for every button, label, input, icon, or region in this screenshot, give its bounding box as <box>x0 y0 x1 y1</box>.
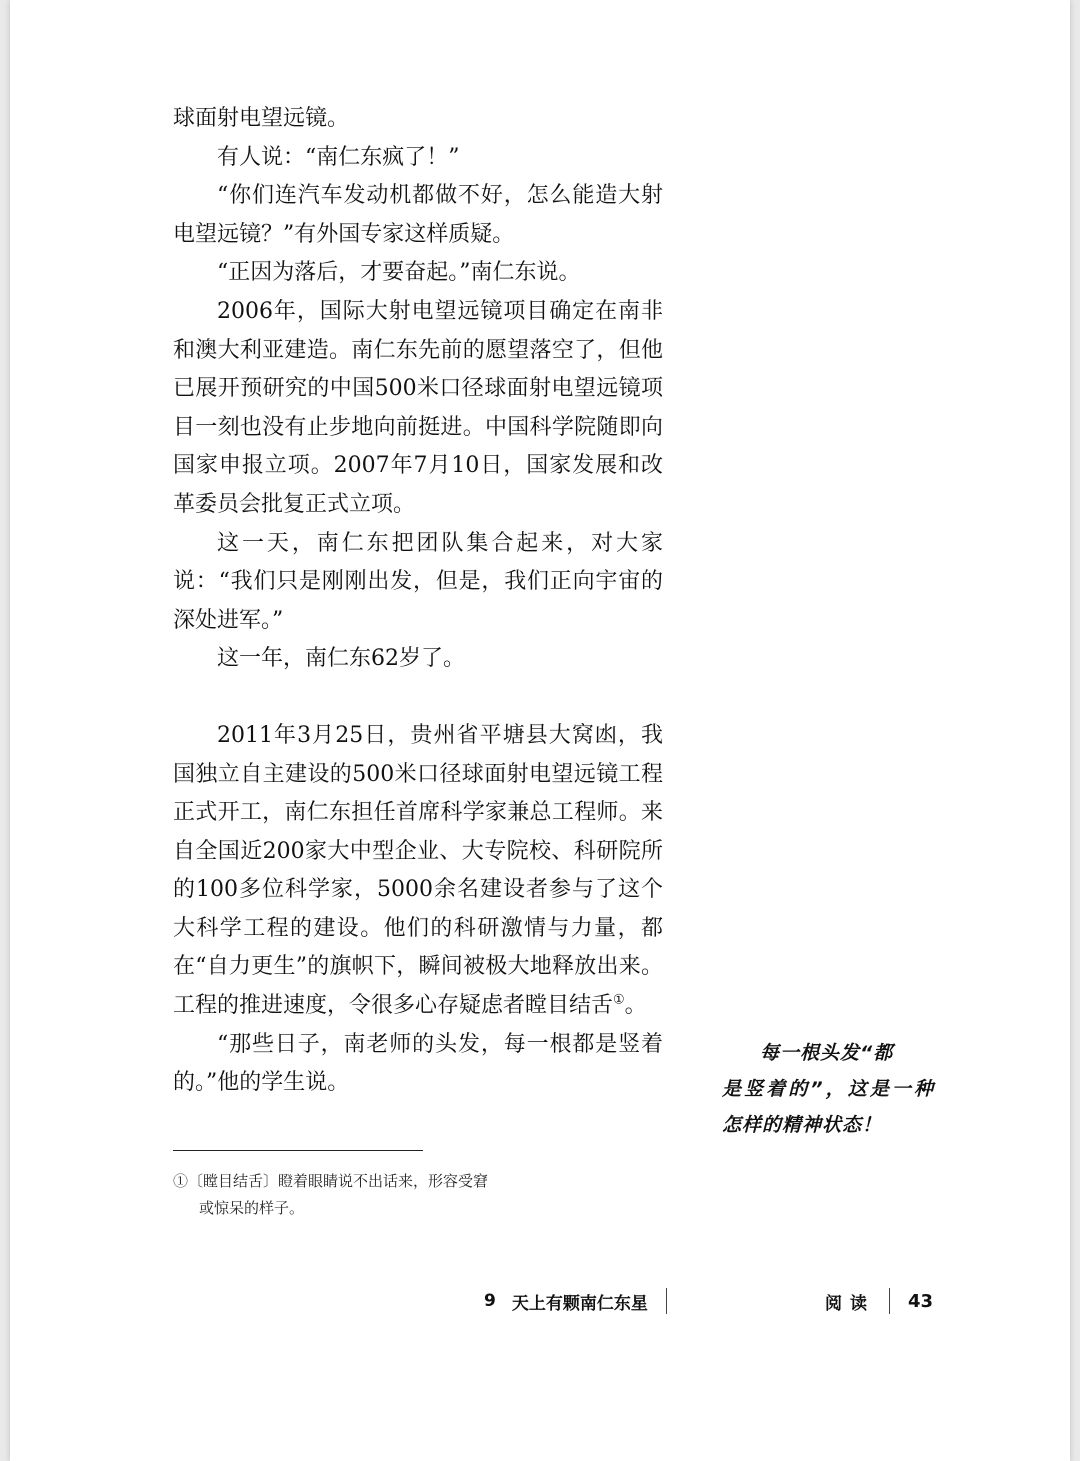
paragraph <box>173 139 663 178</box>
paragraph-text: “那些日子，南老师的头发，每一根都是竖着的。”他的学生说。 <box>173 1031 663 1096</box>
paragraph <box>173 254 663 293</box>
footer-section <box>825 1286 933 1316</box>
paragraph-text: “你们连汽车发动机都做不好，怎么能造大射电望远镜？”有外国专家这样质疑。 <box>173 183 663 247</box>
paragraph <box>173 717 663 1026</box>
paragraph-text: 2006年，国际大射电望远镜项目确定在南非和澳大利亚建造。南仁东先前的愿望落空了，但他已展开预研究的中国500米口径球面射电望远镜项目一刻也没有止步地向前挺进。中国科学院随即向国家申报立项。2007年7月10日，国家发展和改革委员会批复正式立项。 <box>173 298 663 517</box>
footnote <box>173 1168 553 1222</box>
margin-annotation-line-1: 每一根头发“都 <box>760 1042 894 1064</box>
footer-divider <box>666 1288 667 1314</box>
paragraph <box>173 100 663 139</box>
footnote-divider <box>173 1150 423 1151</box>
main-text-column <box>173 100 663 1103</box>
footnote-line-2: 或惊呆的样子。 <box>199 1199 305 1217</box>
paragraph-text: 球面射电望远镜。 <box>173 106 350 131</box>
paragraph-text: “正因为落后，才要奋起。”南仁东说。 <box>217 260 581 286</box>
paragraph-text: 这一天，南仁东把团队集合起来，对大家说：“我们只是刚刚出发，但是，我们正向宇宙的深处进军。” <box>173 530 663 633</box>
paragraph-text: 2011年3月25日，贵州省平塘县大窝凼，我国独立自主建设的500米口径球面射电望远镜工程正式开工，南仁东担任首席科学家兼总工程师。来自全国近200家大中型企业、大专院校、科研院所的100多位科学家，5000余名建设者参与了这个大科学工程的建设。他们的科研激情与力量，都在“自力更生”的旗帜下，瞬间被极大地释放出来。工程的推进速度，令很多心存疑虑者瞠目结舌 <box>173 722 663 1019</box>
paragraph-text-end: 。 <box>624 993 647 1019</box>
paragraph <box>173 177 663 254</box>
paragraph-text: 这一年，南仁东62岁了。 <box>217 646 465 672</box>
section-name: 阅读 <box>825 1293 875 1314</box>
footer-lesson <box>484 1286 667 1316</box>
paragraph-text: 有人说：“南仁东疯了！” <box>217 144 460 170</box>
paragraph <box>173 293 663 525</box>
paragraph <box>173 525 663 641</box>
page-number: 43 <box>908 1290 934 1312</box>
footnote-line-1: ①〔瞠目结舌〕瞪着眼睛说不出话来，形容受窘 <box>173 1172 489 1190</box>
lesson-number: 9 <box>484 1291 496 1311</box>
footer-divider <box>889 1288 890 1314</box>
footnote-marker[interactable]: ① <box>613 992 625 1008</box>
margin-annotation <box>722 1035 934 1143</box>
book-page <box>10 0 1070 1461</box>
paragraph <box>173 1026 663 1103</box>
paragraph <box>173 640 663 679</box>
margin-annotation-rest: 是竖着的”，这是一种怎样的精神状态！ <box>722 1078 934 1136</box>
section-break <box>173 679 663 717</box>
lesson-title: 天上有颗南仁东星 <box>511 1293 648 1314</box>
